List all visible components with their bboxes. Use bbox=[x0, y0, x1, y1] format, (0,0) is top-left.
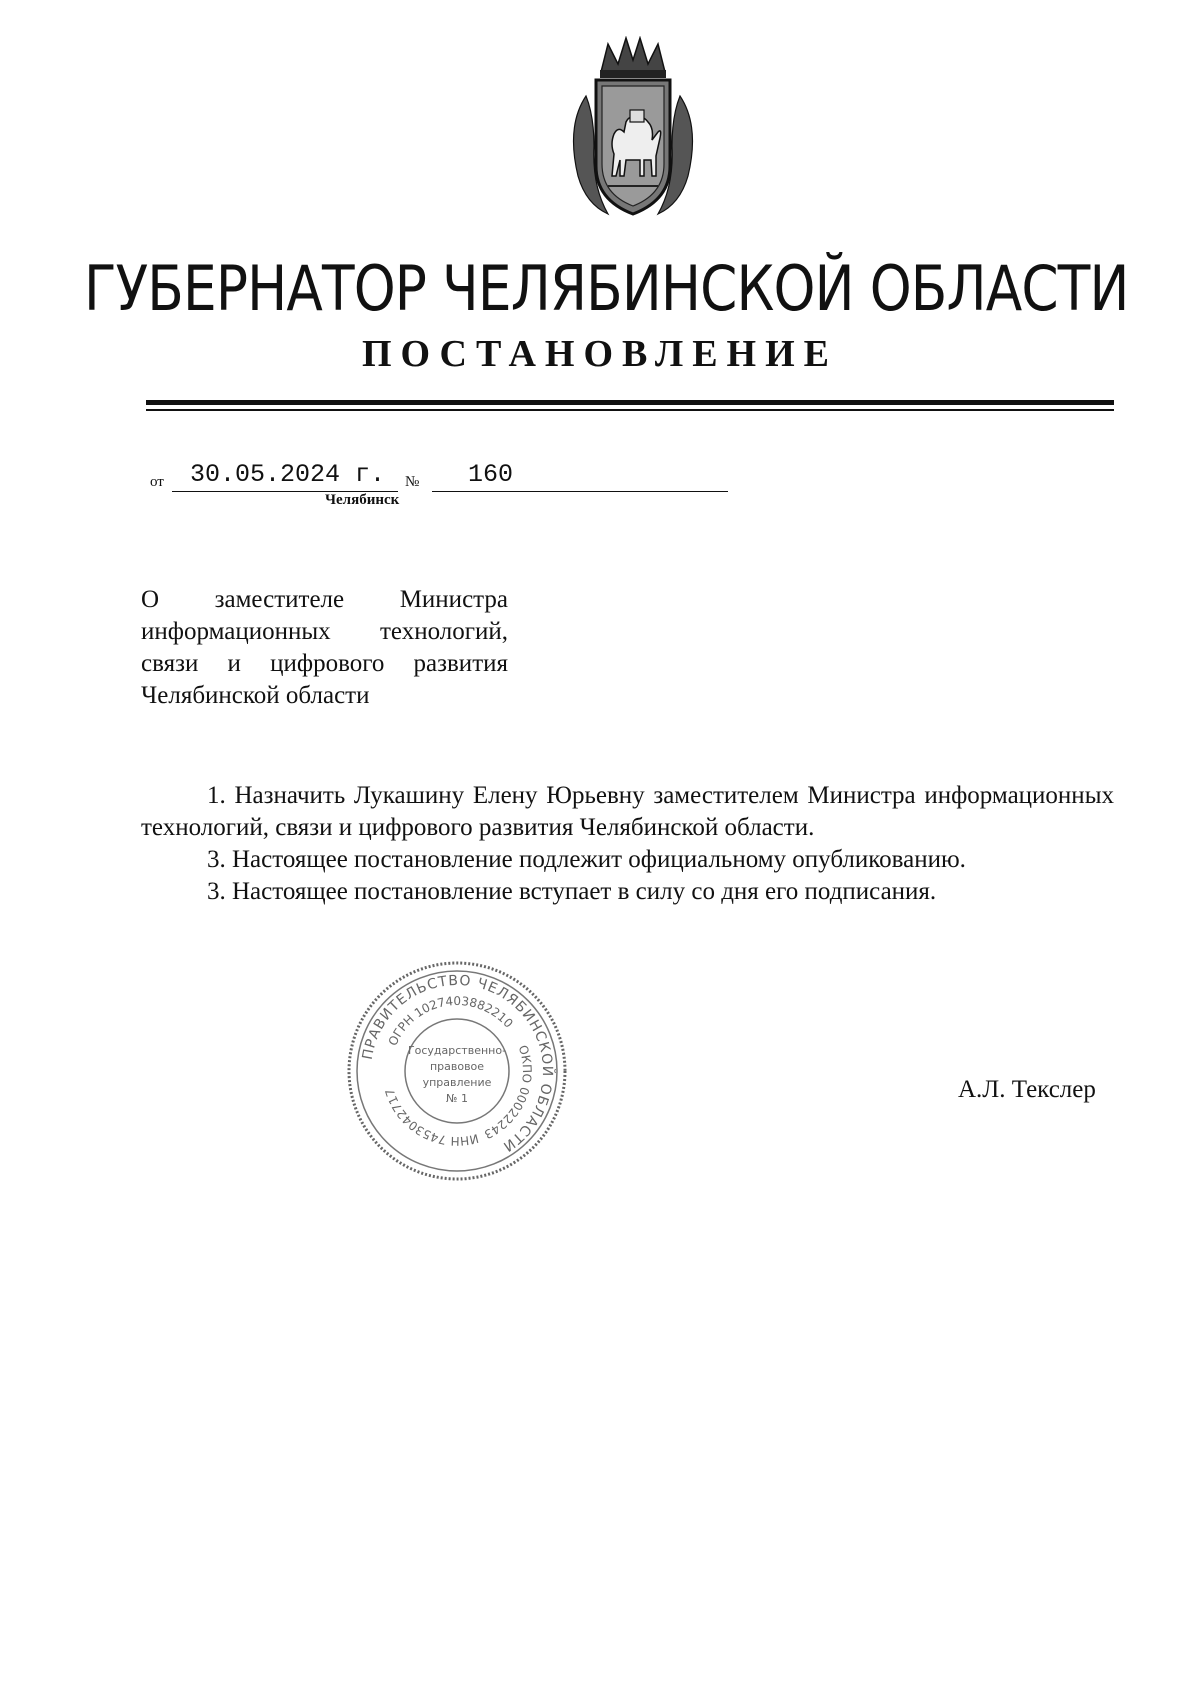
header-rule-thin bbox=[146, 409, 1114, 411]
document-date: 30.05.2024 г. bbox=[190, 460, 386, 489]
stamp-ogrn: ОГРН 1027403882210 bbox=[385, 993, 516, 1048]
stamp-outer-text: ПРАВИТЕЛЬСТВО ЧЕЛЯБИНСКОЙ ОБЛАСТИ bbox=[359, 972, 556, 1155]
official-seal bbox=[346, 960, 568, 1182]
stamp-okpo: ОКПО 00022243 bbox=[481, 1043, 535, 1142]
coat-of-arms-icon bbox=[556, 36, 710, 222]
document-body bbox=[141, 780, 1114, 908]
authority-title: ГУБЕРНАТОР ЧЕЛЯБИНСКОЙ ОБЛАСТИ bbox=[84, 252, 1129, 325]
stamp-inn: ИНН 7453042717 bbox=[382, 1086, 481, 1149]
stamp-center-line: Государственно- bbox=[407, 1044, 507, 1057]
document-number: 160 bbox=[468, 460, 514, 489]
signatory-name: А.Л. Текслер bbox=[958, 1076, 1096, 1103]
stamp-center-line: управление bbox=[422, 1076, 492, 1089]
header-rule-thick bbox=[146, 400, 1114, 405]
stamp-center-line: № 1 bbox=[446, 1092, 468, 1105]
number-prefix: № bbox=[405, 474, 420, 490]
document-subject bbox=[141, 584, 508, 712]
stamp-center-line: правовое bbox=[429, 1060, 485, 1073]
subject-line: Челябинской области bbox=[141, 682, 370, 709]
subject-line: связи и цифрового развития bbox=[141, 650, 508, 677]
body-paragraph: 1. Назначить Лукашину Елену Юрьевну заместителем Министра информационных технологий, связи и цифрового развития Челябинской области. bbox=[141, 782, 1114, 841]
subject-line: информационных технологий, bbox=[141, 618, 508, 645]
body-paragraph: 3. Настоящее постановление подлежит официальному опубликованию. bbox=[207, 846, 966, 873]
subject-line: О заместителе Министра bbox=[141, 586, 508, 613]
number-underline bbox=[432, 491, 728, 492]
body-paragraph: 3. Настоящее постановление вступает в силу со дня его подписания. bbox=[207, 878, 937, 905]
date-prefix: от bbox=[150, 474, 164, 490]
document-type: ПОСТАНОВЛЕНИЕ bbox=[361, 333, 839, 375]
city: Челябинск bbox=[325, 492, 400, 508]
